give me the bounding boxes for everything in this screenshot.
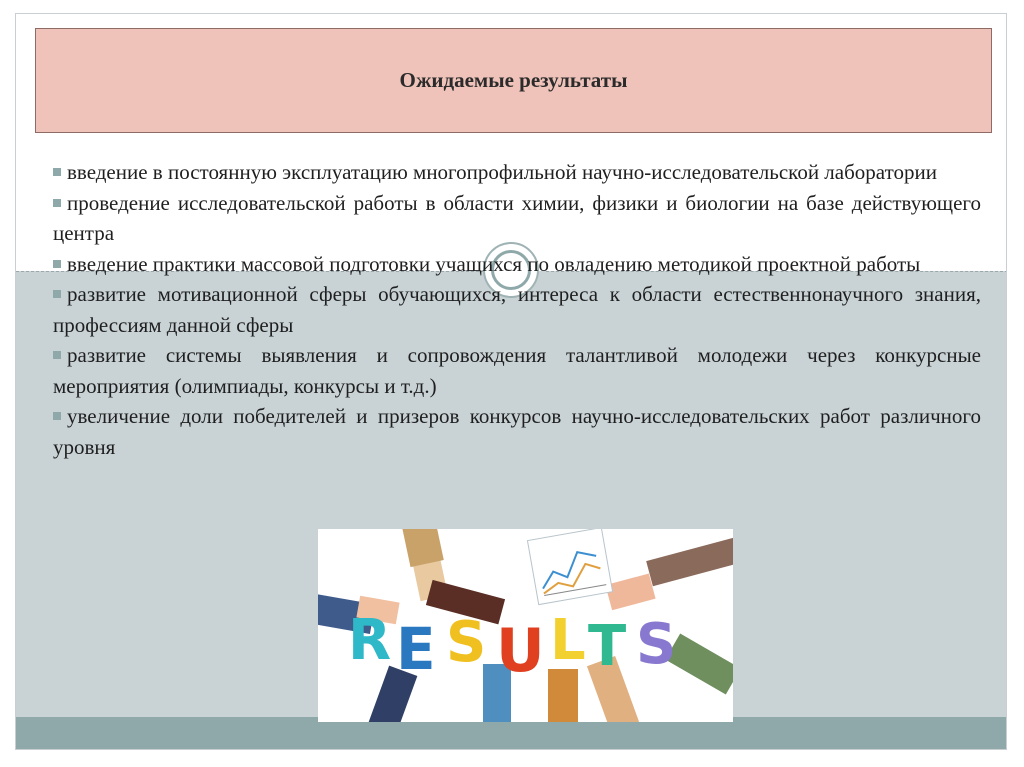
slide-title: Ожидаемые результаты: [399, 68, 628, 92]
results-illustration: [318, 529, 733, 722]
letter-t: T: [588, 614, 627, 679]
slide-frame: [15, 13, 1007, 750]
bullet-square-icon: [53, 351, 61, 359]
bullet-item: [53, 249, 981, 280]
bullet-text: увеличение доли победителей и призеров конкурсов научно-исследовательских работ различного уровня: [53, 404, 981, 459]
bullet-item: [53, 340, 981, 401]
letter-l: L: [550, 608, 586, 673]
bullet-item: [53, 401, 981, 462]
bullet-square-icon: [53, 168, 61, 176]
letter-s2: S: [636, 612, 677, 677]
bullet-item: [53, 157, 981, 188]
title-box: [35, 28, 992, 133]
bullet-text: проведение исследовательской работы в области химии, физики и биологии на базе действующего центра: [53, 190, 981, 245]
letter-u: U: [496, 616, 545, 686]
sleeve-top-right: [646, 538, 733, 586]
bullet-item: [53, 279, 981, 340]
bullet-item: [53, 188, 981, 249]
results-illustration-svg: [318, 529, 733, 722]
bullet-text: развитие системы выявления и сопровождения талантливой молодежи через конкурсные мероприятия (олимпиады, конкурсы и т.д.): [53, 343, 981, 398]
bullet-list: [53, 157, 981, 462]
sleeve-bottom-mid: [548, 669, 578, 722]
bullet-text: введение практики массовой подготовки учащихся по овладению методикой проектной работы: [67, 251, 921, 276]
letter-s: S: [446, 610, 487, 675]
bullet-square-icon: [53, 260, 61, 268]
letter-r: R: [348, 608, 392, 673]
letter-e: E: [396, 615, 436, 683]
bullet-text: введение в постоянную эксплуатацию многопрофильной научно-исследовательской лаборатории: [67, 160, 937, 184]
bullet-text: развитие мотивационной сферы обучающихся, интереса к области естественнонаучного знания, профессиям данной сферы: [53, 282, 981, 337]
bullet-square-icon: [53, 290, 61, 298]
chart-paper: [527, 529, 612, 605]
bullet-square-icon: [53, 199, 61, 207]
bullet-square-icon: [53, 412, 61, 420]
